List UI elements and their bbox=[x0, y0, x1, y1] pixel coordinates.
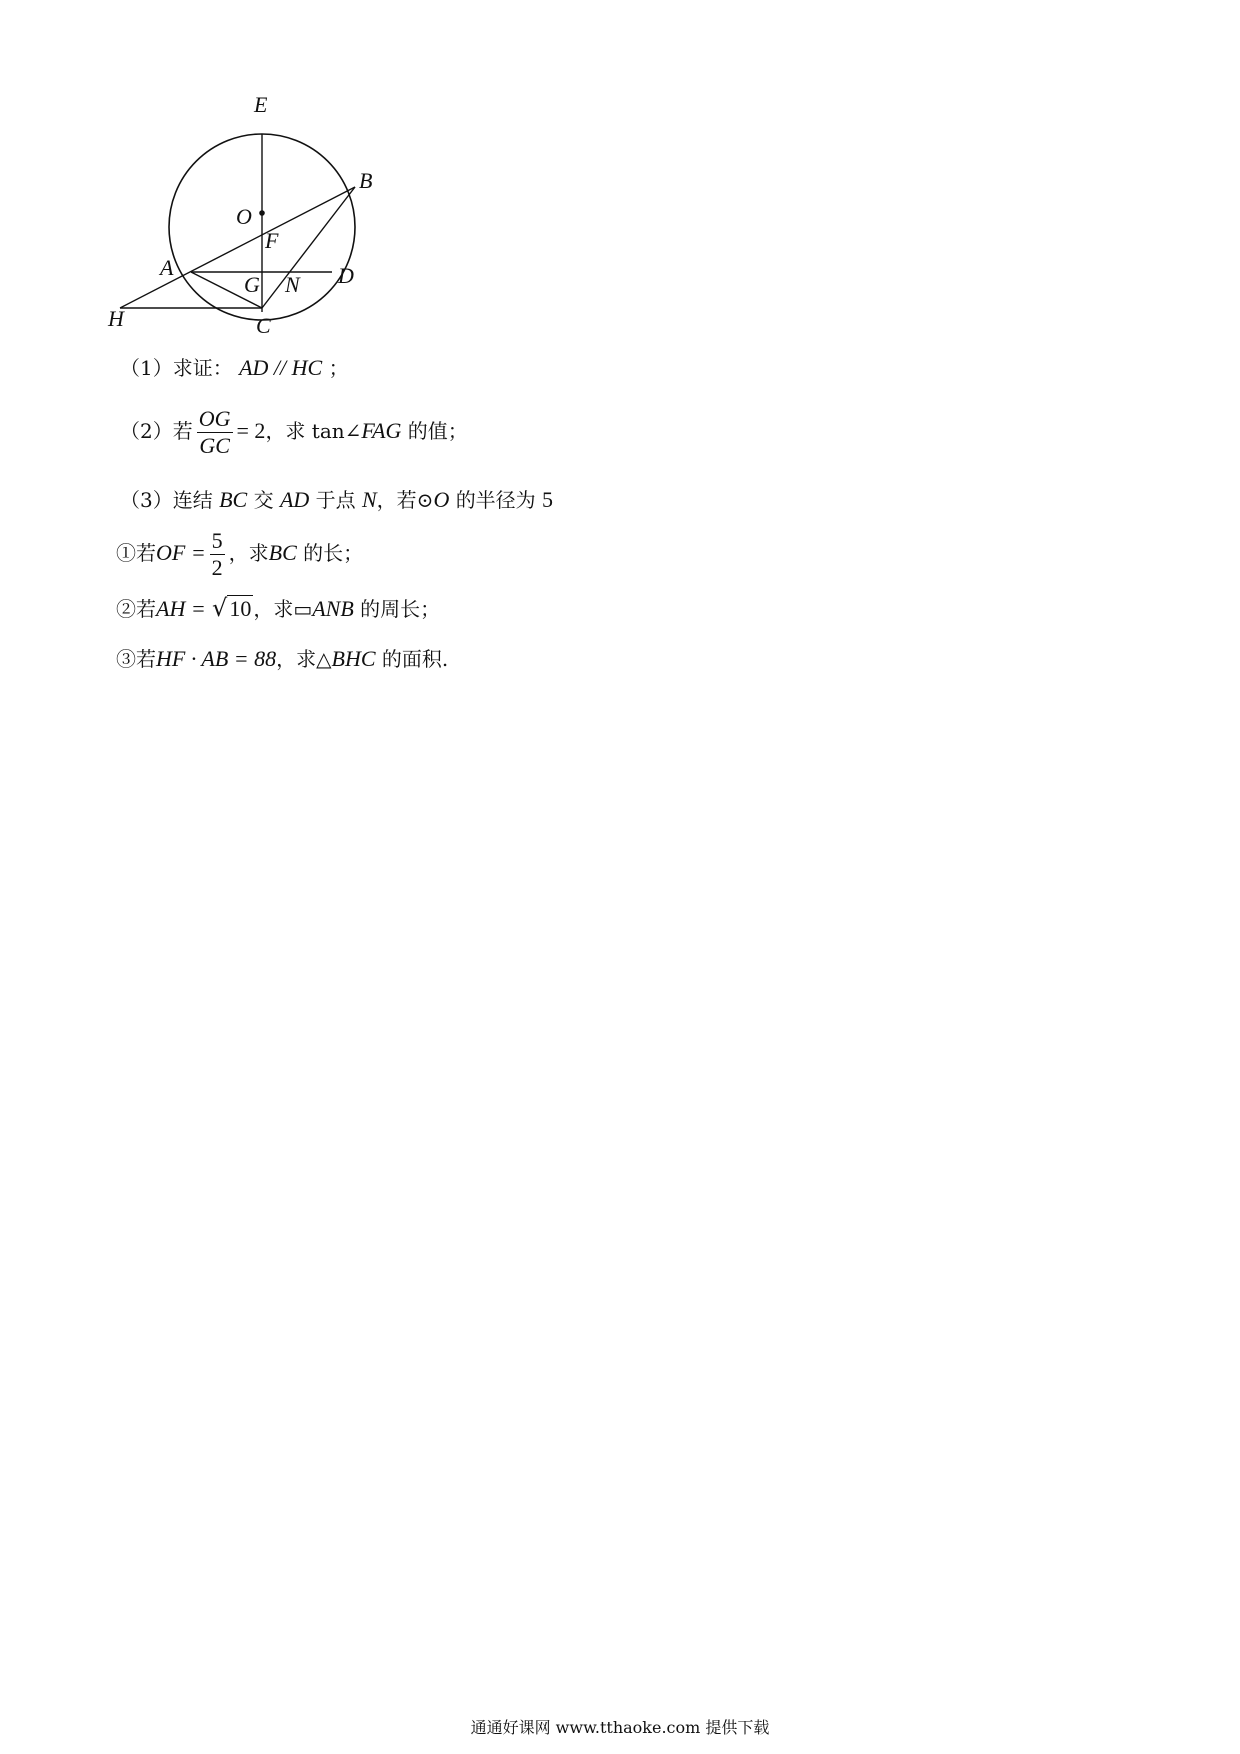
s2-anb: ANB bbox=[312, 596, 354, 621]
s3-suffix: 的面积. bbox=[381, 647, 449, 671]
q3-radius: 5 bbox=[542, 487, 554, 512]
q2-denominator: GC bbox=[199, 433, 230, 458]
q2-equals: = 2 bbox=[236, 418, 266, 443]
s3-expr: HF · AB = 88 bbox=[156, 646, 277, 671]
q3-n: N bbox=[361, 487, 377, 512]
label-n: N bbox=[285, 272, 300, 297]
label-c: C bbox=[256, 313, 271, 338]
s1-suffix: 的长； bbox=[303, 541, 364, 565]
s2-radicand: 10 bbox=[229, 596, 252, 621]
triangle-symbol: △ bbox=[316, 647, 332, 671]
label-d: D bbox=[338, 263, 354, 288]
q3-t1: 交 bbox=[253, 488, 274, 512]
s1-prefix: ①若 bbox=[116, 541, 156, 565]
s1-mid: ，求 bbox=[228, 541, 269, 565]
label-a: A bbox=[160, 255, 174, 280]
q2-fraction bbox=[197, 406, 233, 459]
s2-mid: ，求 bbox=[253, 597, 294, 621]
s3-bhc: BHC bbox=[331, 646, 376, 671]
q3-ad: AD bbox=[279, 487, 310, 512]
q3-prefix: （3）连结 bbox=[120, 488, 213, 512]
s1-denominator: 2 bbox=[211, 555, 223, 580]
label-e: E bbox=[254, 92, 268, 117]
q3-o: O bbox=[433, 487, 450, 512]
question-3 bbox=[120, 486, 553, 514]
s3-prefix: ③若 bbox=[116, 647, 156, 671]
s2-prefix: ②若 bbox=[116, 597, 156, 621]
q2-suffix: 的值； bbox=[407, 419, 468, 443]
q3-t2: 于点 bbox=[315, 488, 356, 512]
sub-question-2 bbox=[116, 594, 440, 623]
q3-t4: 的半径为 bbox=[455, 488, 536, 512]
s2-shape-symbol: ▭ bbox=[293, 597, 313, 621]
label-b: B bbox=[359, 168, 373, 193]
s2-expr: AH = bbox=[156, 596, 206, 621]
q2-prefix: （2）若 bbox=[120, 419, 193, 443]
s1-fraction bbox=[210, 528, 225, 581]
sub-question-1 bbox=[116, 528, 363, 581]
q2-angle: FAG bbox=[361, 418, 402, 443]
question-1 bbox=[120, 354, 349, 382]
page-footer: 通通好课网 www.tthaoke.com 提供下载 bbox=[470, 1718, 770, 1737]
center-point-o bbox=[259, 210, 265, 216]
s1-expr: OF = bbox=[156, 540, 206, 565]
label-g: G bbox=[244, 272, 260, 297]
s2-suffix: 的周长； bbox=[360, 597, 441, 621]
label-o: O bbox=[236, 204, 252, 229]
q2-numerator: OG bbox=[198, 406, 231, 431]
q3-bc: BC bbox=[219, 487, 248, 512]
label-h: H bbox=[108, 306, 124, 331]
question-2 bbox=[120, 406, 468, 459]
sub-question-3 bbox=[116, 645, 448, 673]
q1-prefix: （1）求证： bbox=[120, 356, 233, 380]
circle-symbol: ⊙ bbox=[416, 488, 434, 512]
s1-numerator: 5 bbox=[211, 528, 223, 553]
s3-mid: ，求 bbox=[276, 647, 317, 671]
sqrt-symbol: √ bbox=[212, 594, 228, 622]
q1-suffix: ； bbox=[328, 356, 349, 380]
s1-bc: BC bbox=[268, 540, 297, 565]
q1-expr: AD // HC bbox=[239, 355, 323, 380]
q3-t3: ，若 bbox=[376, 488, 417, 512]
label-f: F bbox=[265, 228, 279, 253]
geometry-figure bbox=[110, 90, 440, 390]
q2-mid: ，求 tan∠ bbox=[265, 419, 362, 443]
